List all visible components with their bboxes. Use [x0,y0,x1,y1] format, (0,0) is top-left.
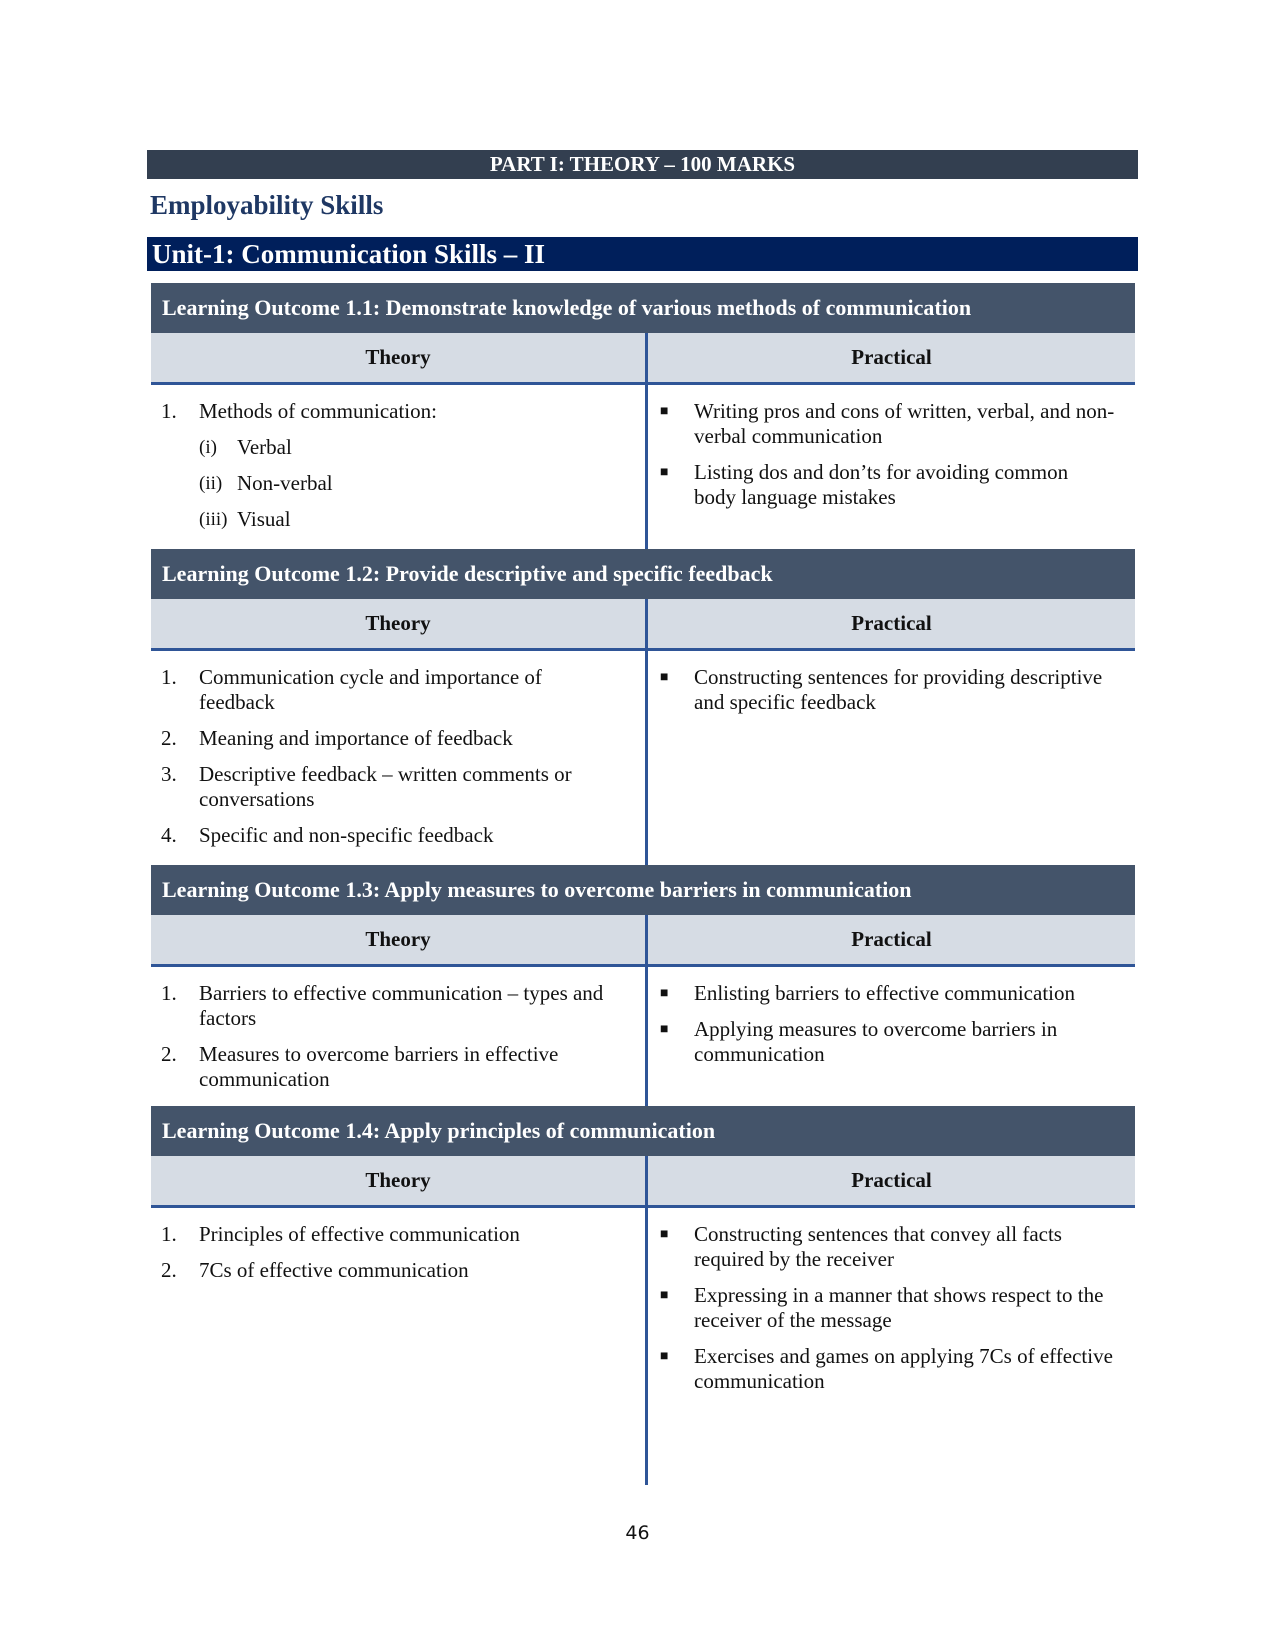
theory-column [151,385,645,549]
outcome-body [151,967,1135,1106]
item-number: 1. [161,981,177,1005]
section-title: Employability Skills [150,190,384,220]
learning-outcome-section [151,283,1135,549]
practical-item [648,1017,1135,1067]
item-number: 1. [161,665,177,689]
item-text: Communication cycle and importance of feedback [199,665,542,714]
theory-item [151,1222,645,1247]
practical-column [645,651,1135,866]
practical-item [648,460,1135,510]
item-text: Measures to overcome barriers in effective communication [199,1042,559,1091]
theory-subitem [199,471,615,496]
square-bullet-icon: ■ [660,404,669,419]
item-number: 1. [161,399,177,423]
item-number: 2. [161,1042,177,1066]
outcome-body [151,385,1135,549]
subitem-text: Non-verbal [237,471,333,495]
item-number: 1. [161,1222,177,1246]
practical-item [648,1344,1135,1394]
item-text: Methods of communication: [199,399,437,423]
theory-item [151,726,645,751]
column-header-row [151,333,1135,385]
square-bullet-icon: ■ [660,986,669,1001]
theory-column [151,1208,645,1485]
item-text: Meaning and importance of feedback [199,726,513,750]
theory-item [151,665,645,715]
theory-header: Theory [365,611,431,635]
item-text: Enlisting barriers to effective communication [694,981,1075,1005]
item-text: Specific and non-specific feedback [199,823,494,847]
column-header-row [151,599,1135,651]
theory-item [151,1042,645,1092]
learning-outcome-title: Learning Outcome 1.3: Apply measures to overcome barriers in communication [151,865,1135,915]
learning-outcome-title: Learning Outcome 1.4: Apply principles of communication [151,1106,1135,1156]
item-text: 7Cs of effective communication [199,1258,469,1282]
practical-item [648,399,1135,449]
item-number: 2. [161,726,177,750]
part-title-bar: PART I: THEORY – 100 MARKS [147,150,1138,179]
square-bullet-icon: ■ [660,1227,669,1242]
theory-subitem [199,507,615,532]
learning-outcome-section [151,1106,1135,1485]
square-bullet-icon: ■ [660,1022,669,1037]
theory-header: Theory [365,1168,431,1192]
practical-column [645,385,1135,549]
square-bullet-icon: ■ [660,465,669,480]
item-text: Constructing sentences that convey all facts required by the receiver [694,1222,1062,1271]
column-header-row [151,915,1135,967]
square-bullet-icon: ■ [660,1288,669,1303]
practical-header: Practical [645,599,1135,648]
practical-header: Practical [645,1156,1135,1205]
item-number: 3. [161,762,177,786]
square-bullet-icon: ■ [660,670,669,685]
practical-item [648,981,1135,1006]
item-text: Expressing in a manner that shows respect to the receiver of the message [694,1283,1104,1332]
theory-header: Theory [365,345,431,369]
learning-outcome-section [151,865,1135,1106]
item-text: Applying measures to overcome barriers in communication [694,1017,1058,1066]
theory-item [151,399,645,532]
learning-outcome-title: Learning Outcome 1.2: Provide descriptive and specific feedback [151,549,1135,599]
outcome-body [151,651,1135,866]
learning-outcome-section [151,549,1135,866]
theory-header: Theory [365,927,431,951]
item-text: Constructing sentences for providing descriptive and specific feedback [694,665,1103,714]
theory-item [151,762,645,812]
subitem-number: (iii) [199,509,228,530]
outcome-body [151,1208,1135,1485]
practical-column [645,967,1135,1106]
column-header-row [151,1156,1135,1208]
item-text: Writing pros and cons of written, verbal, and non-verbal communication [694,399,1115,448]
theory-item [151,981,645,1031]
practical-header: Practical [645,915,1135,964]
item-text: Barriers to effective communication – types and factors [199,981,604,1030]
item-text: Exercises and games on applying 7Cs of effective communication [694,1344,1113,1393]
square-bullet-icon: ■ [660,1349,669,1364]
theory-item [151,1258,645,1283]
theory-column [151,967,645,1106]
page-number: 46 [625,1522,650,1544]
item-number: 4. [161,823,177,847]
subitem-number: (i) [199,437,217,458]
subitem-number: (ii) [199,473,223,494]
learning-outcome-title: Learning Outcome 1.1: Demonstrate knowledge of various methods of communication [151,283,1135,333]
practical-item [648,1222,1135,1272]
practical-header: Practical [645,333,1135,382]
practical-column [645,1208,1135,1485]
item-text: Descriptive feedback – written comments or conversations [199,762,572,811]
item-text: Listing dos and don’ts for avoiding common body language mistakes [694,460,1069,509]
item-number: 2. [161,1258,177,1282]
item-text: Principles of effective communication [199,1222,520,1246]
theory-item [151,823,645,848]
practical-item [648,665,1135,715]
subitem-text: Verbal [237,435,292,459]
theory-column [151,651,645,866]
theory-subitem [199,435,615,460]
subitem-text: Visual [237,507,291,531]
unit-title-bar: Unit-1: Communication Skills – II [147,237,1138,271]
practical-item [648,1283,1135,1333]
